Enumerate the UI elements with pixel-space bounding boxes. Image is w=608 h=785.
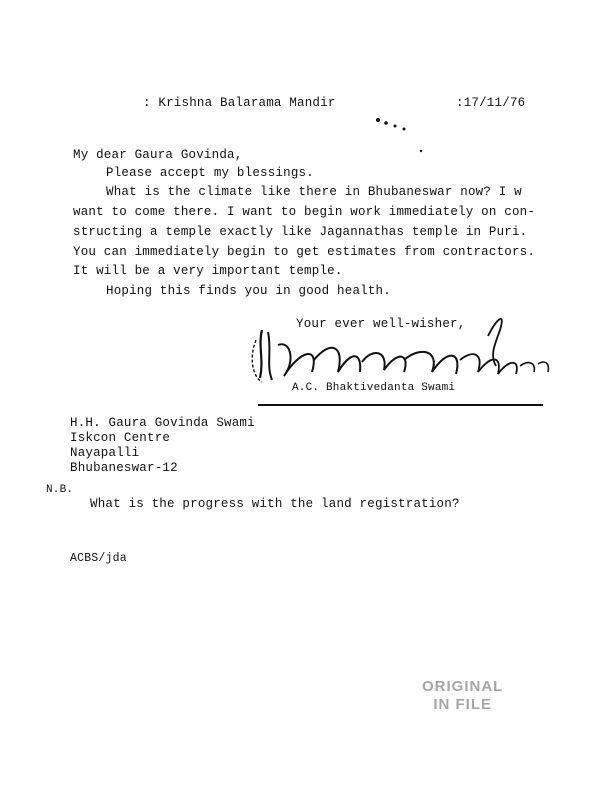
stamp-line: ORIGINAL	[422, 678, 504, 695]
body-line: Hoping this finds you in good health.	[106, 284, 391, 298]
signature-rule	[258, 404, 543, 406]
recipient-line: Nayapalli	[70, 446, 140, 460]
body-line: want to come there. I want to begin work immediately on con-	[73, 205, 536, 219]
nb-label: N.B.	[46, 484, 74, 496]
nb-text: What is the progress with the land registration?	[90, 497, 460, 511]
body-line: structing a temple exactly like Jagannathas temple in Puri.	[73, 225, 528, 239]
recipient-line: Iskcon Centre	[70, 431, 171, 445]
typed-signature: A.C. Bhaktivedanta Swami	[292, 382, 456, 394]
closing: Your ever well-wisher,	[296, 317, 466, 331]
body-line: It will be a very important temple.	[73, 264, 343, 278]
reference-initials: ACBS/jda	[70, 552, 127, 565]
recipient-line: Bhubaneswar-12	[70, 461, 178, 475]
stamp-line: IN FILE	[433, 696, 492, 713]
recipient-line: H.H. Gaura Govinda Swami	[70, 416, 255, 430]
letter-date: :17/11/76	[456, 96, 526, 110]
original-in-file-stamp	[422, 678, 503, 714]
body-line: You can immediately begin to get estimates from contractors.	[73, 245, 536, 259]
body-line: What is the climate like there in Bhubaneswar now? I w	[106, 185, 522, 199]
letterhead-location: : Krishna Balarama Mandir	[143, 96, 336, 110]
body-line: Please accept my blessings.	[106, 166, 314, 180]
salutation: My dear Gaura Govinda,	[73, 148, 243, 162]
